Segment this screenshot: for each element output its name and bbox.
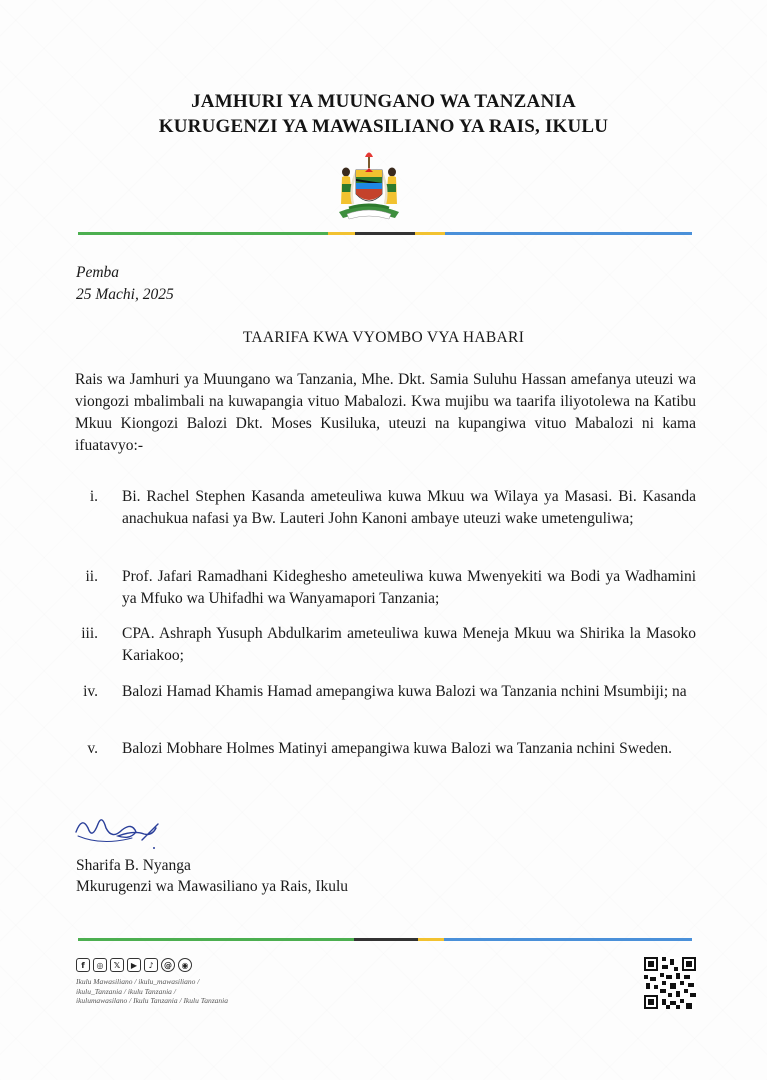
list-item-number: i. xyxy=(89,488,98,505)
signer-title: Mkurugenzi wa Mawasiliano ya Rais, Ikulu xyxy=(76,878,349,895)
header-divider xyxy=(78,232,692,235)
tiktok-icon[interactable]: ♪ xyxy=(144,958,158,972)
place: Pemba xyxy=(76,264,120,281)
document-title: TAARIFA KWA VYOMBO VYA HABARI xyxy=(242,329,525,346)
social-icons xyxy=(76,958,192,972)
x-icon[interactable]: 𝕏 xyxy=(110,958,124,972)
social-handles xyxy=(76,977,276,1006)
footer-divider xyxy=(78,938,692,941)
signature-icon xyxy=(72,810,164,854)
list-item-number: iv. xyxy=(83,683,98,700)
signer-name: Sharifa B. Nyanga xyxy=(76,857,191,874)
list-item-text: Prof. Jafari Ramadhani Kideghesho ameteuliwa kuwa Mwenyekiti wa Bodi ya Wadhamini ya Mfuko wa Uhifadhi wa Wanyamapori Tanzania; xyxy=(122,568,696,607)
list-item-text: CPA. Ashraph Yusuph Abdulkarim ameteuliwa kuwa Meneja Mkuu wa Shirika la Masoko Kariakoo; xyxy=(122,625,696,664)
podcast-icon[interactable]: ◉ xyxy=(178,958,192,972)
handles-line-1: Ikulu Mawasiliano / ikulu_mawasiliano / xyxy=(76,977,200,986)
header-line-1: JAMHURI YA MUUNGANO WA TANZANIA xyxy=(191,91,576,112)
intro-paragraph: Rais wa Jamhuri ya Muungano wa Tanzania, Mhe. Dkt. Samia Suluhu Hassan amefanya uteuzi wa viongozi mbalimbali na kuwapangia vituo Mabalozi. Kwa mujibu wa taarifa iliyotolewa na Katibu Mkuu Kiongozi Balozi Dkt. Moses Kusiluka, uteuzi na kupangiwa vituo Mabalozi ni kama ifuatavyo:- xyxy=(75,371,696,454)
threads-icon[interactable]: @ xyxy=(161,958,175,972)
handles-line-3: ikulumawasilano / Ikulu Tanzania / Ikulu Tanzania xyxy=(76,996,228,1005)
coat-of-arms-icon xyxy=(333,148,405,222)
list-item-number: iii. xyxy=(81,625,98,642)
instagram-icon[interactable]: ◎ xyxy=(93,958,107,972)
list-item-text: Balozi Hamad Khamis Hamad amepangiwa kuwa Balozi wa Tanzania nchini Msumbiji; na xyxy=(122,683,687,700)
youtube-icon[interactable]: ▶ xyxy=(127,958,141,972)
list-item-text: Bi. Rachel Stephen Kasanda ameteuliwa kuwa Mkuu wa Wilaya ya Masasi. Bi. Kasanda anachukua nafasi ya Bw. Lauteri John Kanoni ambaye uteuzi wake umetenguliwa; xyxy=(122,488,696,527)
list-item-number: ii. xyxy=(85,568,98,585)
header-line-2: KURUGENZI YA MAWASILIANO YA RAIS, IKULU xyxy=(158,116,609,137)
handles-line-2: ikulu_Tanzania / ikulu Tanzania / xyxy=(76,986,176,996)
qr-code-icon[interactable] xyxy=(644,957,696,1009)
date: 25 Machi, 2025 xyxy=(76,286,174,303)
list-item-number: v. xyxy=(87,740,98,757)
facebook-icon[interactable]: f xyxy=(76,958,90,972)
list-item-text: Balozi Mobhare Holmes Matinyi amepangiwa kuwa Balozi wa Tanzania nchini Sweden. xyxy=(122,740,673,757)
